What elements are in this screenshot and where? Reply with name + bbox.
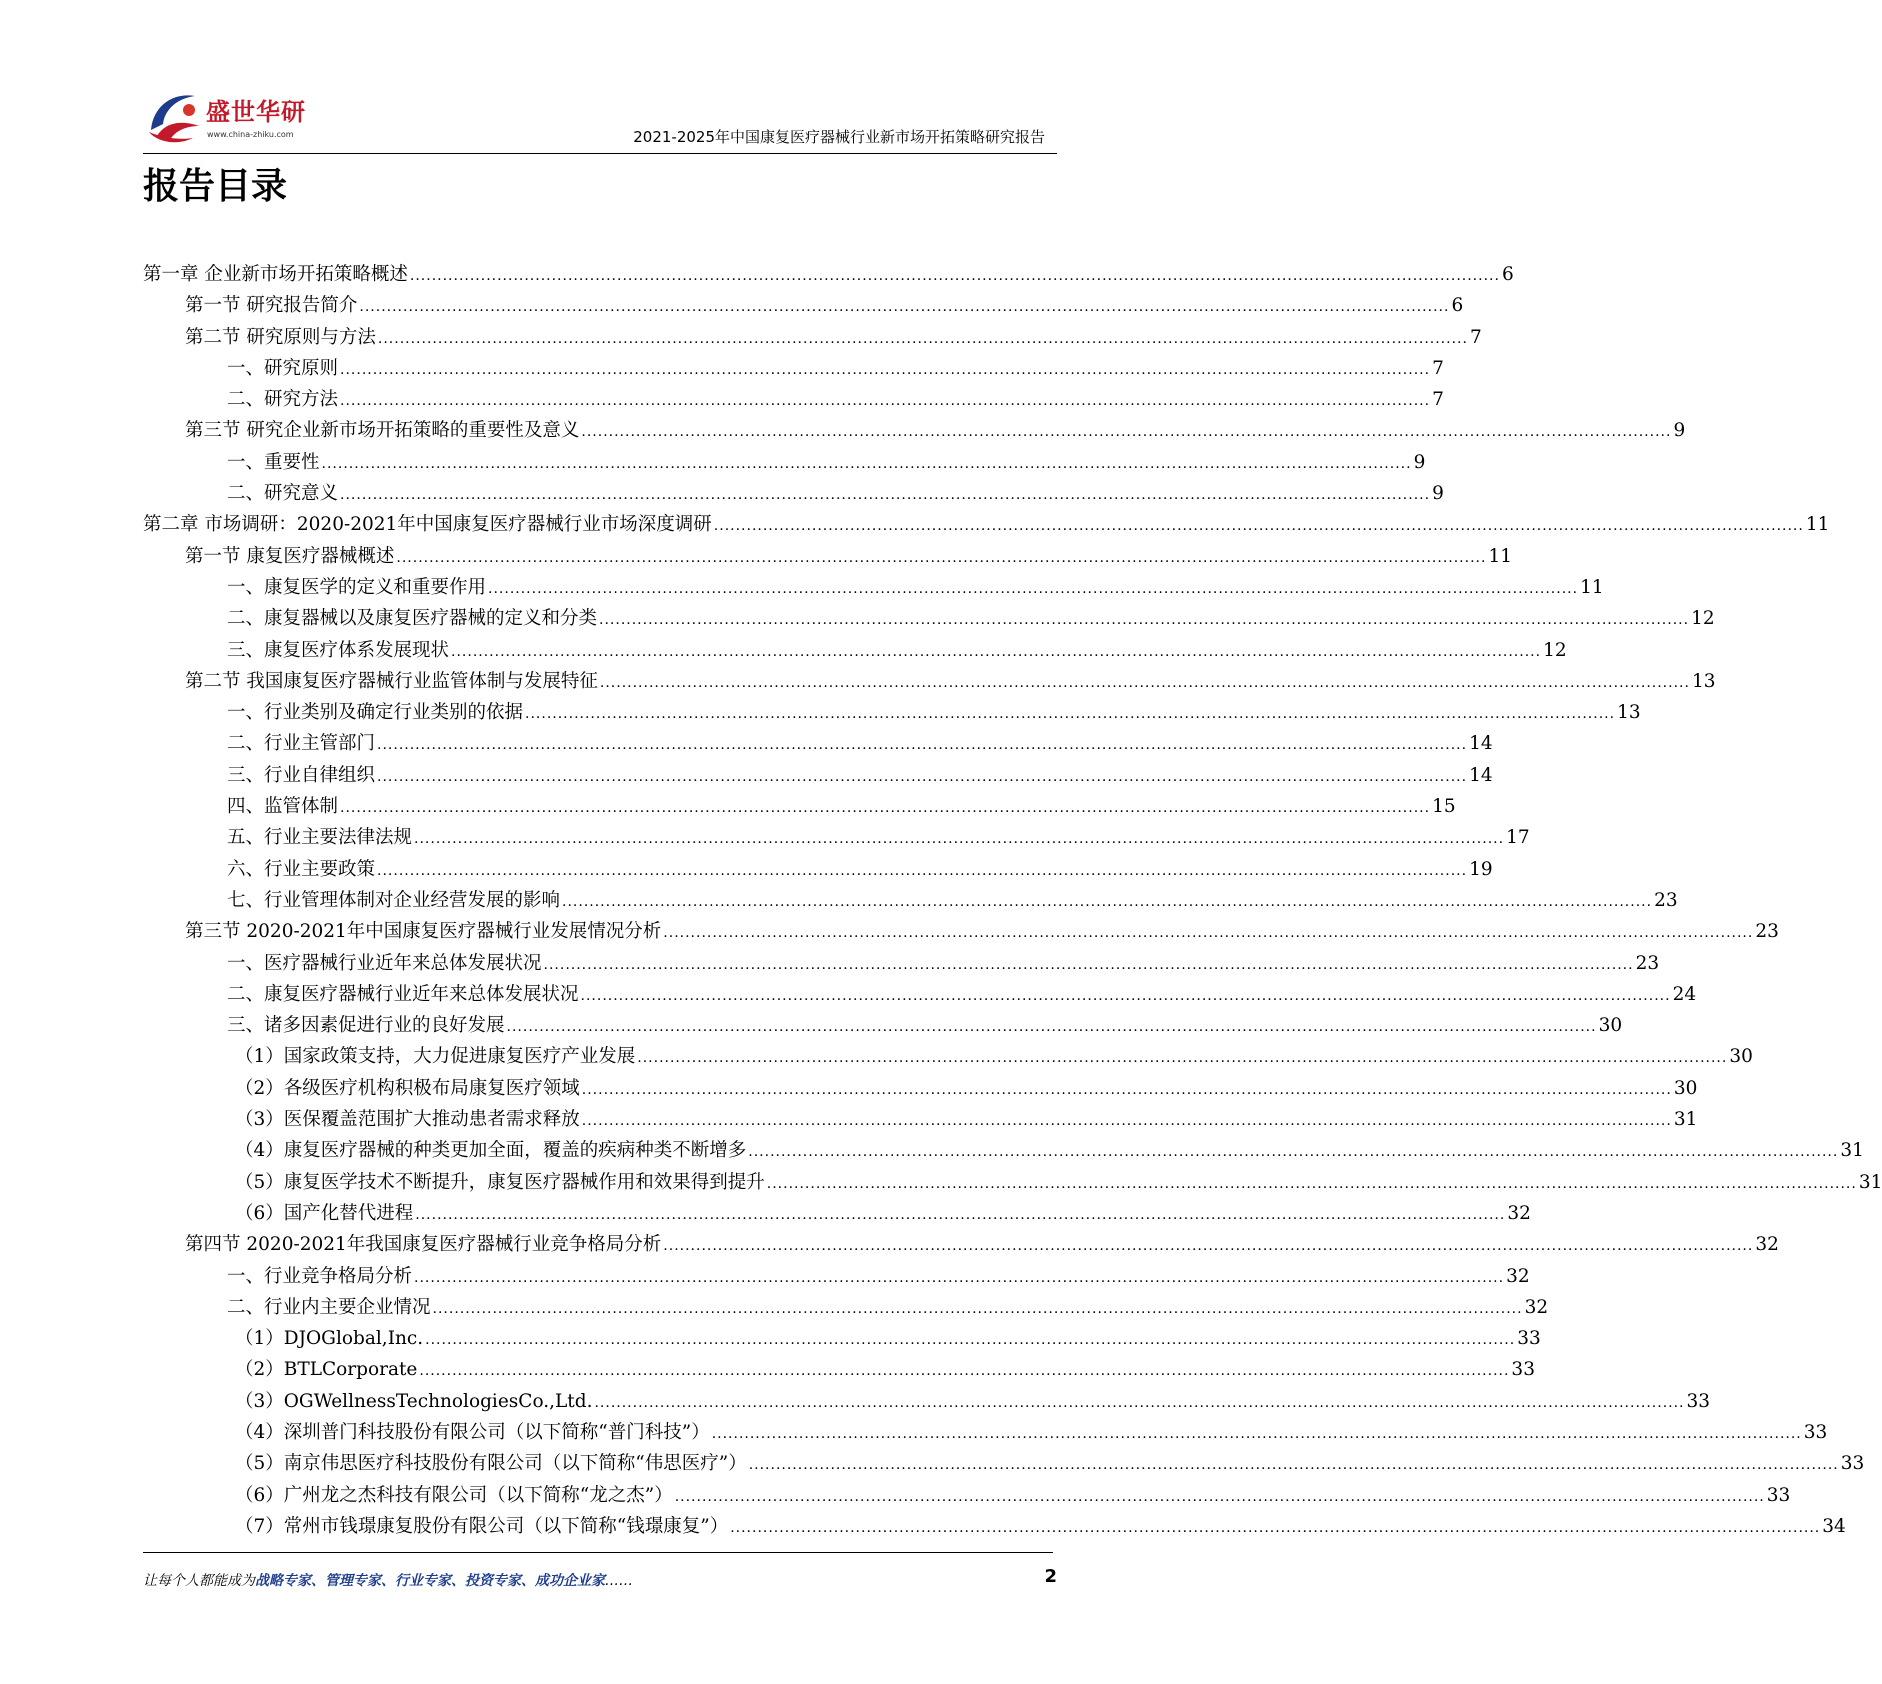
toc-leader-dots: ........................................................................................................................................................................................................ bbox=[415, 1206, 1506, 1223]
toc-entry[interactable] bbox=[143, 980, 1697, 1011]
toc-leader-dots: ........................................................................................................................................................................................................ bbox=[674, 1488, 1765, 1505]
toc-entry-title: 第二章 市场调研：2020-2021年中国康复医疗器械行业市场深度调研 bbox=[143, 514, 712, 536]
toc-leader-dots: ........................................................................................................................................................................................................ bbox=[340, 361, 1431, 378]
page-header bbox=[143, 80, 1057, 158]
toc-leader-dots: ........................................................................................................................................................................................................ bbox=[414, 1269, 1505, 1286]
toc-entry-title: （4）康复医疗器械的种类更加全面，覆盖的疾病种类不断增多 bbox=[235, 1140, 747, 1162]
toc-entry[interactable] bbox=[143, 729, 1493, 760]
footer-divider bbox=[143, 1552, 1053, 1553]
toc-leader-dots: ........................................................................................................................................................................................................ bbox=[594, 1394, 1685, 1411]
toc-entry-page: 9 bbox=[1413, 451, 1426, 473]
toc-leader-dots: ........................................................................................................................................................................................................ bbox=[321, 455, 1412, 472]
toc-leader-dots: ........................................................................................................................................................................................................ bbox=[748, 1144, 1839, 1161]
toc-entry-page: 12 bbox=[1543, 639, 1567, 661]
slogan-prefix: 让每个人都能成为 bbox=[143, 1573, 255, 1589]
table-of-contents bbox=[143, 260, 1882, 1543]
toc-entry-page: 7 bbox=[1469, 326, 1482, 348]
toc-entry[interactable] bbox=[143, 1199, 1531, 1230]
toc-entry-title: 一、行业竞争格局分析 bbox=[227, 1265, 413, 1287]
toc-entry-page: 32 bbox=[1755, 1234, 1779, 1256]
toc-entry[interactable] bbox=[143, 354, 1444, 385]
toc-entry[interactable] bbox=[143, 510, 1830, 541]
toc-entry-page: 7 bbox=[1432, 389, 1444, 411]
toc-entry-title: （7）常州市钱璟康复股份有限公司（以下简称“钱璟康复”） bbox=[235, 1515, 729, 1537]
toc-entry-page: 14 bbox=[1469, 764, 1493, 786]
toc-leader-dots: ........................................................................................................................................................................................................ bbox=[425, 1332, 1516, 1349]
toc-entry-title: 第三节 研究企业新市场开拓策略的重要性及意义 bbox=[185, 420, 580, 442]
company-logo bbox=[143, 86, 323, 148]
toc-leader-dots: ........................................................................................................................................................................................................ bbox=[451, 643, 1542, 660]
toc-entry[interactable] bbox=[143, 917, 1779, 948]
toc-entry-title: 二、行业主管部门 bbox=[227, 733, 376, 755]
toc-entry[interactable] bbox=[143, 323, 1482, 354]
toc-entry-title: 二、研究方法 bbox=[227, 389, 339, 411]
toc-entry-title: 一、康复医学的定义和重要作用 bbox=[227, 576, 487, 598]
toc-entry-page: 30 bbox=[1673, 1077, 1698, 1099]
toc-entry-page: 12 bbox=[1691, 608, 1715, 630]
toc-leader-dots: ........................................................................................................................................................................................................ bbox=[488, 580, 1579, 597]
toc-entry[interactable] bbox=[143, 291, 1464, 322]
toc-leader-dots: ........................................................................................................................................................................................................ bbox=[748, 1457, 1839, 1474]
toc-entry[interactable] bbox=[143, 1011, 1623, 1042]
toc-entry[interactable] bbox=[143, 1449, 1865, 1480]
toc-entry-page: 6 bbox=[1451, 295, 1464, 317]
toc-entry-title: 五、行业主要法律法规 bbox=[227, 827, 413, 849]
toc-entry-title: 第三节 2020-2021年中国康复医疗器械行业发展情况分析 bbox=[185, 921, 662, 943]
toc-leader-dots: ........................................................................................................................................................................................................ bbox=[581, 1081, 1672, 1098]
toc-entry[interactable] bbox=[143, 1262, 1530, 1293]
toc-entry[interactable] bbox=[143, 1136, 1864, 1167]
toc-leader-dots: ........................................................................................................................................................................................................ bbox=[599, 612, 1690, 629]
toc-entry[interactable] bbox=[143, 1481, 1791, 1512]
toc-entry[interactable] bbox=[143, 479, 1444, 510]
slogan-highlight: 战略专家、管理专家、行业专家、投资专家、成功企业家 bbox=[255, 1573, 605, 1589]
toc-entry[interactable] bbox=[143, 823, 1530, 854]
toc-entry-title: 第一章 企业新市场开拓策略概述 bbox=[143, 264, 408, 285]
toc-entry-page: 19 bbox=[1469, 858, 1493, 880]
toc-leader-dots: ........................................................................................................................................................................................................ bbox=[396, 549, 1487, 566]
toc-entry-title: 六、行业主要政策 bbox=[227, 858, 376, 880]
toc-entry[interactable] bbox=[143, 1387, 1711, 1418]
header-divider bbox=[143, 153, 1057, 154]
toc-entry[interactable] bbox=[143, 792, 1456, 823]
toc-leader-dots: ........................................................................................................................................................................................................ bbox=[543, 956, 1634, 973]
toc-entry-title: 二、研究意义 bbox=[227, 483, 339, 505]
toc-entry-page: 6 bbox=[1501, 264, 1514, 285]
toc-entry-title: 二、行业内主要企业情况 bbox=[227, 1296, 431, 1318]
toc-entry-page: 31 bbox=[1840, 1140, 1864, 1162]
toc-leader-dots: ........................................................................................................................................................................................................ bbox=[766, 1175, 1857, 1192]
logo-text: 盛世华研 bbox=[206, 98, 306, 126]
toc-entry-title: 三、行业自律组织 bbox=[227, 764, 376, 786]
toc-leader-dots: ........................................................................................................................................................................................................ bbox=[663, 925, 1754, 942]
toc-leader-dots: ........................................................................................................................................................................................................ bbox=[377, 862, 1468, 879]
toc-entry-page: 32 bbox=[1524, 1296, 1549, 1318]
toc-entry-page: 23 bbox=[1635, 952, 1660, 974]
toc-entry-page: 33 bbox=[1517, 1328, 1541, 1350]
toc-entry[interactable] bbox=[143, 855, 1493, 886]
toc-entry-title: （3）OGWellnessTechnologiesCo.,Ltd. bbox=[235, 1390, 593, 1412]
toc-entry-page: 30 bbox=[1729, 1046, 1753, 1068]
toc-entry-page: 13 bbox=[1617, 702, 1641, 724]
toc-leader-dots: ........................................................................................................................................................................................................ bbox=[340, 800, 1431, 817]
toc-leader-dots: ........................................................................................................................................................................................................ bbox=[581, 424, 1672, 441]
toc-leader-dots: ........................................................................................................................................................................................................ bbox=[663, 1238, 1754, 1255]
toc-leader-dots: ........................................................................................................................................................................................................ bbox=[562, 893, 1653, 910]
toc-entry[interactable] bbox=[143, 385, 1444, 416]
toc-leader-dots: ........................................................................................................................................................................................................ bbox=[637, 1050, 1728, 1067]
toc-entry-title: 第二节 我国康复医疗器械行业监管体制与发展特征 bbox=[185, 670, 598, 692]
toc-entry-title: （2）BTLCorporate bbox=[235, 1359, 418, 1381]
toc-entry-page: 13 bbox=[1691, 670, 1716, 692]
toc-entry-page: 30 bbox=[1598, 1015, 1623, 1037]
toc-entry-page: 11 bbox=[1805, 514, 1830, 536]
toc-entry-page: 33 bbox=[1766, 1484, 1791, 1506]
toc-entry-page: 24 bbox=[1672, 983, 1697, 1005]
toc-entry-title: （6）广州龙之杰科技有限公司（以下简称“龙之杰”） bbox=[235, 1484, 673, 1506]
toc-entry-title: （4）深圳普门科技股份有限公司（以下简称“普门科技”） bbox=[235, 1421, 710, 1443]
toc-entry-title: 一、行业类别及确定行业类别的依据 bbox=[227, 702, 524, 724]
toc-entry-title: （3）医保覆盖范围扩大推动患者需求释放 bbox=[235, 1109, 580, 1131]
page-number: 2 bbox=[1044, 1566, 1057, 1587]
toc-entry-page: 11 bbox=[1488, 545, 1512, 567]
toc-entry-page: 33 bbox=[1686, 1390, 1711, 1412]
toc-entry[interactable] bbox=[143, 667, 1716, 698]
toc-leader-dots: ........................................................................................................................................................................................................ bbox=[506, 1019, 1597, 1036]
toc-entry[interactable] bbox=[143, 1074, 1698, 1105]
toc-entry[interactable] bbox=[143, 1293, 1549, 1324]
toc-entry-page: 33 bbox=[1511, 1359, 1535, 1381]
toc-entry-title: 一、医疗器械行业近年来总体发展状况 bbox=[227, 952, 542, 974]
toc-entry-page: 33 bbox=[1803, 1421, 1828, 1443]
toc-entry-page: 11 bbox=[1580, 576, 1604, 598]
toc-entry-title: 三、康复医疗体系发展现状 bbox=[227, 639, 450, 661]
toc-entry[interactable] bbox=[143, 542, 1512, 573]
toc-leader-dots: ........................................................................................................................................................................................................ bbox=[432, 1300, 1523, 1317]
slogan-suffix: …… bbox=[605, 1573, 633, 1589]
toc-entry-page: 9 bbox=[1432, 483, 1444, 505]
toc-entry-page: 31 bbox=[1673, 1109, 1698, 1131]
toc-entry-page: 32 bbox=[1506, 1265, 1530, 1287]
toc-entry-title: 第二节 研究原则与方法 bbox=[185, 326, 376, 348]
toc-entry-page: 31 bbox=[1858, 1171, 1882, 1193]
toc-leader-dots: ........................................................................................................................................................................................................ bbox=[419, 1363, 1510, 1380]
toc-leader-dots: ........................................................................................................................................................................................................ bbox=[359, 299, 1450, 316]
toc-entry[interactable] bbox=[143, 949, 1660, 980]
toc-entry-page: 23 bbox=[1654, 889, 1678, 911]
toc-leader-dots: ........................................................................................................................................................................................................ bbox=[525, 706, 1616, 723]
toc-entry[interactable] bbox=[143, 1512, 1846, 1543]
toc-entry[interactable] bbox=[143, 1324, 1541, 1355]
toc-entry-title: 第四节 2020-2021年我国康复医疗器械行业竞争格局分析 bbox=[185, 1234, 662, 1256]
toc-leader-dots: ........................................................................................................................................................................................................ bbox=[711, 1425, 1802, 1442]
toc-leader-dots: ........................................................................................................................................................................................................ bbox=[730, 1519, 1821, 1536]
toc-entry-page: 33 bbox=[1840, 1453, 1865, 1475]
toc-entry[interactable] bbox=[143, 416, 1686, 447]
toc-entry[interactable] bbox=[143, 1042, 1753, 1073]
toc-entry[interactable] bbox=[143, 1418, 1828, 1449]
toc-entry-title: （5）康复医学技术不断提升，康复医疗器械作用和效果得到提升 bbox=[235, 1171, 765, 1193]
toc-leader-dots: ........................................................................................................................................................................................................ bbox=[580, 987, 1671, 1004]
logo-url: www.china-zhiku.com bbox=[207, 130, 294, 139]
toc-entry-title: 三、诸多因素促进行业的良好发展 bbox=[227, 1015, 505, 1037]
toc-entry-title: 第一节 研究报告简介 bbox=[185, 295, 358, 317]
toc-entry-page: 14 bbox=[1469, 733, 1493, 755]
toc-entry-page: 9 bbox=[1673, 420, 1686, 442]
footer-slogan bbox=[143, 1570, 633, 1590]
toc-entry-title: 二、康复器械以及康复医疗器械的定义和分类 bbox=[227, 608, 598, 630]
toc-entry-page: 17 bbox=[1506, 827, 1530, 849]
toc-leader-dots: ........................................................................................................................................................................................................ bbox=[377, 330, 1468, 347]
toc-entry-title: （5）南京伟思医疗科技股份有限公司（以下简称“伟思医疗”） bbox=[235, 1453, 747, 1475]
toc-entry[interactable] bbox=[143, 1355, 1535, 1386]
toc-entry-title: 一、研究原则 bbox=[227, 357, 339, 379]
toc-leader-dots: ........................................................................................................................................................................................................ bbox=[377, 737, 1468, 754]
toc-leader-dots: ........................................................................................................................................................................................................ bbox=[599, 674, 1690, 691]
toc-entry-page: 7 bbox=[1432, 357, 1444, 379]
report-title: 2021-2025年中国康复医疗器械行业新市场开拓策略研究报告 bbox=[633, 128, 1045, 146]
toc-leader-dots: ........................................................................................................................................................................................................ bbox=[581, 1113, 1672, 1130]
toc-entry-title: 四、监管体制 bbox=[227, 796, 339, 818]
toc-entry[interactable] bbox=[143, 604, 1715, 635]
toc-leader-dots: ........................................................................................................................................................................................................ bbox=[377, 768, 1468, 785]
toc-entry[interactable] bbox=[143, 448, 1426, 479]
toc-entry-title: 第一节 康复医疗器械概述 bbox=[185, 545, 395, 567]
toc-leader-dots: ........................................................................................................................................................................................................ bbox=[340, 393, 1431, 410]
toc-entry-title: （6）国产化替代进程 bbox=[235, 1202, 414, 1224]
toc-entry-title: 二、康复医疗器械行业近年来总体发展状况 bbox=[227, 983, 579, 1005]
toc-entry-title: 一、重要性 bbox=[227, 451, 320, 473]
toc-entry[interactable] bbox=[143, 636, 1567, 667]
toc-entry-page: 34 bbox=[1822, 1515, 1846, 1537]
toc-entry[interactable] bbox=[143, 1230, 1779, 1261]
toc-entry[interactable] bbox=[143, 573, 1604, 604]
toc-entry-title: 七、行业管理体制对企业经营发展的影响 bbox=[227, 889, 561, 911]
logo-swirl-icon bbox=[143, 86, 205, 148]
toc-entry-title: （1）DJOGlobal,Inc. bbox=[235, 1328, 424, 1350]
toc-entry[interactable] bbox=[143, 761, 1493, 792]
toc-entry-title: （2）各级医疗机构积极布局康复医疗领域 bbox=[235, 1077, 580, 1099]
toc-entry-title: （1）国家政策支持，大力促进康复医疗产业发展 bbox=[235, 1046, 636, 1068]
toc-leader-dots: ........................................................................................................................................................................................................ bbox=[414, 831, 1505, 848]
toc-entry-page: 15 bbox=[1432, 796, 1456, 818]
toc-entry[interactable] bbox=[143, 698, 1641, 729]
toc-entry-page: 23 bbox=[1755, 921, 1779, 943]
toc-entry[interactable] bbox=[143, 886, 1678, 917]
page-title: 报告目录 bbox=[143, 166, 288, 207]
toc-entry[interactable] bbox=[143, 1168, 1882, 1199]
toc-entry[interactable] bbox=[143, 260, 1514, 291]
toc-leader-dots: ........................................................................................................................................................................................................ bbox=[713, 518, 1804, 535]
toc-entry-page: 32 bbox=[1507, 1202, 1531, 1224]
toc-leader-dots: ........................................................................................................................................................................................................ bbox=[409, 268, 1500, 284]
toc-leader-dots: ........................................................................................................................................................................................................ bbox=[340, 487, 1431, 504]
toc-entry[interactable] bbox=[143, 1105, 1698, 1136]
